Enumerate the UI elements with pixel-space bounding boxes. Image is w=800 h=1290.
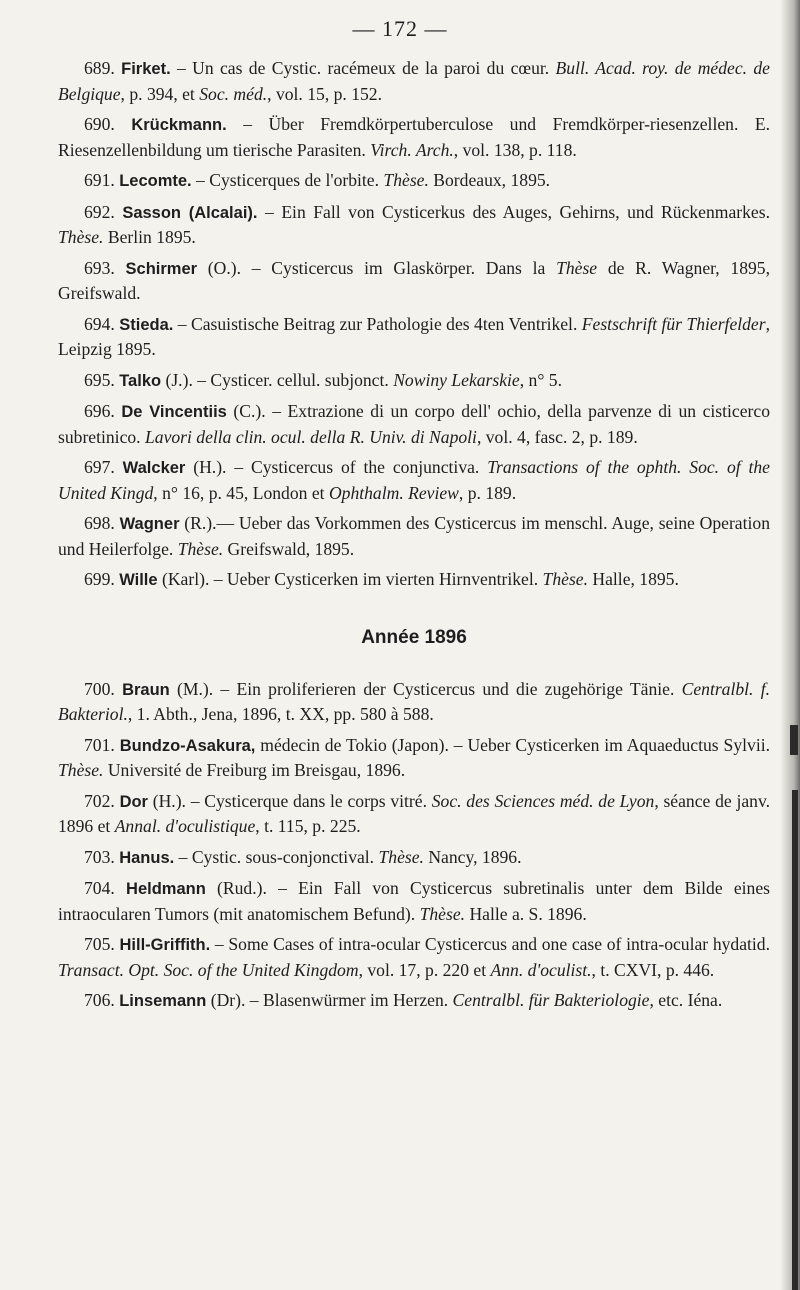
entry-source-title: Thèse. bbox=[542, 569, 588, 589]
entry-text: de R. Wagner, 1895, Greifswald. bbox=[58, 257, 771, 303]
entry-text: (Karl). – Ueber Cysticerken im vierten Hirnventrikel. bbox=[157, 569, 543, 589]
bibliography-entry bbox=[58, 876, 770, 926]
entry-text: – Cystic. sous-conjonctival. bbox=[174, 846, 379, 867]
bibliography-entry bbox=[58, 511, 770, 561]
entry-source-title: Festschrift für Thierfelder bbox=[581, 313, 766, 334]
bibliography-entry bbox=[58, 677, 770, 727]
entry-text: Université de Freiburg im Breisgau, 1896. bbox=[103, 760, 406, 780]
entry-text: (Dr). – Blasenwürmer im Herzen. bbox=[206, 990, 453, 1010]
entry-source-title: Ophthalm. Review bbox=[328, 482, 459, 503]
entry-text: , n° 16, p. 45, London et bbox=[153, 482, 329, 503]
entry-author: Sasson (Alcalai). bbox=[122, 203, 258, 222]
entry-number: 700. bbox=[84, 678, 115, 699]
entry-author: Bundzo-Asakura, bbox=[119, 736, 256, 755]
entry-text: (R.).— Ueber das Vorkommen des Cysticercus im menschl. Auge, seine Operation und Heilerfolge. bbox=[58, 513, 770, 559]
bibliography-entry bbox=[58, 455, 770, 505]
entry-number: 699. bbox=[84, 569, 115, 589]
entry-author: Linsemann bbox=[119, 992, 207, 1010]
entry-text: , p. 394, et bbox=[120, 83, 200, 104]
entry-author: Stieda. bbox=[119, 315, 174, 334]
entry-text: Greifswald, 1895. bbox=[223, 538, 355, 559]
entry-text: (O.). – Cysticercus im Glaskörper. Dans la bbox=[197, 257, 557, 278]
entry-author: Wagner bbox=[119, 515, 180, 533]
entry-number: 703. bbox=[84, 846, 115, 867]
bibliography-entry bbox=[58, 312, 770, 362]
entry-number: 697. bbox=[84, 457, 115, 477]
bibliography-entry bbox=[58, 733, 770, 783]
entry-author: Hanus. bbox=[119, 848, 175, 867]
entry-number: 690. bbox=[84, 114, 115, 134]
bibliography-entry bbox=[58, 368, 770, 394]
entry-text: – Some Cases of intra-ocular Cysticercus and one case of intra-ocular hydatid. bbox=[210, 934, 770, 954]
entry-source-title: Thèse bbox=[556, 257, 598, 278]
page-number: — 172 — bbox=[352, 16, 448, 41]
entry-source-title: Thèse. bbox=[383, 170, 429, 190]
entry-text: , vol. 15, p. 152. bbox=[267, 83, 383, 104]
bibliography-entry bbox=[58, 789, 770, 839]
entry-source-title: Soc. des Sciences méd. de Lyon bbox=[431, 790, 655, 811]
entry-source-title: Centralbl. für Bakteriologie bbox=[452, 990, 650, 1010]
bibliography-entry bbox=[58, 168, 770, 194]
entry-text: , t. 115, p. 225. bbox=[255, 816, 361, 836]
entry-text: , vol. 138, p. 118. bbox=[453, 139, 577, 160]
entry-text: , séance de janv. 1896 et bbox=[58, 790, 770, 836]
entry-text: – Casuistische Beitrag zur Pathologie des 4ten Ventrikel. bbox=[173, 313, 582, 334]
entry-number: 701. bbox=[84, 734, 115, 755]
entry-source-title: Thèse. bbox=[58, 760, 104, 780]
entry-number: 706. bbox=[84, 990, 115, 1010]
entry-author: Schirmer bbox=[125, 259, 198, 278]
entry-text: Halle a. S. 1896. bbox=[465, 903, 587, 924]
entry-author: Wille bbox=[119, 571, 158, 589]
entry-text: , vol. 17, p. 220 et bbox=[358, 959, 491, 980]
entry-text: Nancy, 1896. bbox=[423, 846, 522, 867]
entry-text: – Ein Fall von Cysticerkus des Auges, Gehirns, und Rückenmarkes. bbox=[257, 201, 770, 222]
entry-text: , 1. Abth., Jena, 1896, t. XX, pp. 580 à 588. bbox=[127, 704, 434, 724]
entry-author: Firket. bbox=[121, 60, 171, 78]
entry-text: , t. CXVI, p. 446. bbox=[591, 959, 715, 980]
entry-source-title: Virch. Arch. bbox=[370, 139, 454, 160]
entry-source-title: Transact. Opt. Soc. of the United Kingdom bbox=[58, 959, 359, 980]
entry-source-title: Ann. d'oculist. bbox=[490, 959, 592, 980]
bibliography-entry bbox=[58, 845, 770, 871]
entries-1895 bbox=[58, 56, 770, 593]
entry-source-title: Thèse. bbox=[419, 903, 466, 924]
entry-number: 705. bbox=[84, 934, 115, 954]
entry-number: 702. bbox=[84, 790, 115, 811]
entry-source-title: Annal. d'oculistique bbox=[114, 816, 256, 836]
year-heading: Année 1896 bbox=[361, 626, 467, 648]
bibliography-entry bbox=[58, 988, 770, 1014]
entry-text: (H.). – Cysticercus of the conjunctiva. bbox=[185, 457, 488, 477]
entry-source-title: Nowiny Lekarskie bbox=[393, 369, 520, 390]
entry-number: 695. bbox=[84, 369, 115, 390]
entry-text: Berlin 1895. bbox=[103, 227, 196, 247]
entry-author: Hill-Griffith. bbox=[119, 936, 211, 954]
entry-text: (Rud.). – Ein Fall von Cysticercus subretinalis unter dem Bilde eines intraocularen Tumors (mit anatomischem Befund). bbox=[58, 878, 770, 924]
entry-number: 696. bbox=[84, 401, 115, 421]
entry-number: 693. bbox=[84, 257, 115, 278]
entry-number: 704. bbox=[84, 878, 115, 898]
entry-author: De Vincentiis bbox=[121, 403, 227, 421]
bibliography-list bbox=[58, 56, 770, 1020]
entry-author: Braun bbox=[122, 680, 170, 699]
entry-source-title: Thèse. bbox=[378, 846, 424, 867]
entry-text: Bordeaux, 1895. bbox=[428, 170, 551, 190]
bibliography-entry bbox=[58, 567, 770, 593]
entry-text: (M.). – Ein proliferieren der Cysticercus und die zugehörige Tänie. bbox=[169, 678, 682, 699]
entry-source-title: Lavori della clin. ocul. della R. Univ. di Napoli bbox=[144, 426, 477, 447]
entry-source-title: Centralbl. f. Bakteriol. bbox=[58, 678, 770, 724]
entry-text: , etc. Iéna. bbox=[649, 990, 723, 1010]
bibliography-entry bbox=[58, 932, 770, 982]
entry-number: 691. bbox=[84, 170, 115, 190]
entry-text: – Über Fremdkörpertuberculose und Fremdkörper-riesenzellen. E. Riesenzellenbildung um tierische Parasiten. bbox=[58, 114, 771, 160]
entry-number: 694. bbox=[84, 313, 115, 334]
entry-text: Halle, 1895. bbox=[588, 569, 679, 589]
entry-number: 689. bbox=[84, 58, 115, 78]
entry-source-title: Thèse. bbox=[177, 538, 224, 559]
entry-author: Krückmann. bbox=[131, 116, 227, 134]
page-edge-mark bbox=[790, 725, 798, 755]
entry-author: Walcker bbox=[122, 459, 186, 477]
page-edge-mark bbox=[792, 790, 798, 1290]
entry-text: (J.). – Cysticer. cellul. subjonct. bbox=[161, 369, 394, 390]
entry-text: , n° 5. bbox=[519, 369, 562, 390]
entry-text: – Cysticerques de l'orbite. bbox=[191, 170, 384, 190]
bibliography-entry bbox=[58, 112, 770, 162]
entry-text: – Un cas de Cystic. racémeux de la paroi du cœur. bbox=[170, 58, 556, 78]
entry-author: Heldmann bbox=[126, 880, 206, 898]
entry-author: Lecomte. bbox=[119, 172, 192, 190]
entry-source-title: Thèse. bbox=[58, 227, 104, 247]
entry-source-title: Bull. Acad. roy. de médec. de Belgique bbox=[58, 58, 770, 104]
bibliography-entry bbox=[58, 200, 770, 250]
entry-source-title: Soc. méd. bbox=[199, 83, 268, 104]
entry-source-title: Transactions of the ophth. Soc. of the United Kingd bbox=[58, 457, 770, 503]
entry-text: , vol. 4, fasc. 2, p. 189. bbox=[476, 426, 638, 447]
entry-text: , Leipzig 1895. bbox=[58, 313, 770, 359]
entries-1896 bbox=[58, 677, 770, 1014]
entry-number: 692. bbox=[84, 201, 115, 222]
entry-author: Talko bbox=[119, 371, 162, 390]
entry-text: (C.). – Extrazione di un corpo dell' ochio, della parvenze di un cisticerco subretinico. bbox=[58, 401, 770, 447]
entry-text: , p. 189. bbox=[458, 482, 517, 503]
entry-text: médecin de Tokio (Japon). – Ueber Cysticerken im Aquaeductus Sylvii. bbox=[255, 734, 770, 755]
entry-text: (H.). – Cysticerque dans le corps vitré. bbox=[147, 790, 432, 811]
bibliography-entry bbox=[58, 256, 770, 306]
bibliography-entry bbox=[58, 56, 770, 106]
entry-number: 698. bbox=[84, 513, 115, 533]
entry-author: Dor bbox=[119, 792, 148, 811]
bibliography-entry bbox=[58, 399, 770, 449]
